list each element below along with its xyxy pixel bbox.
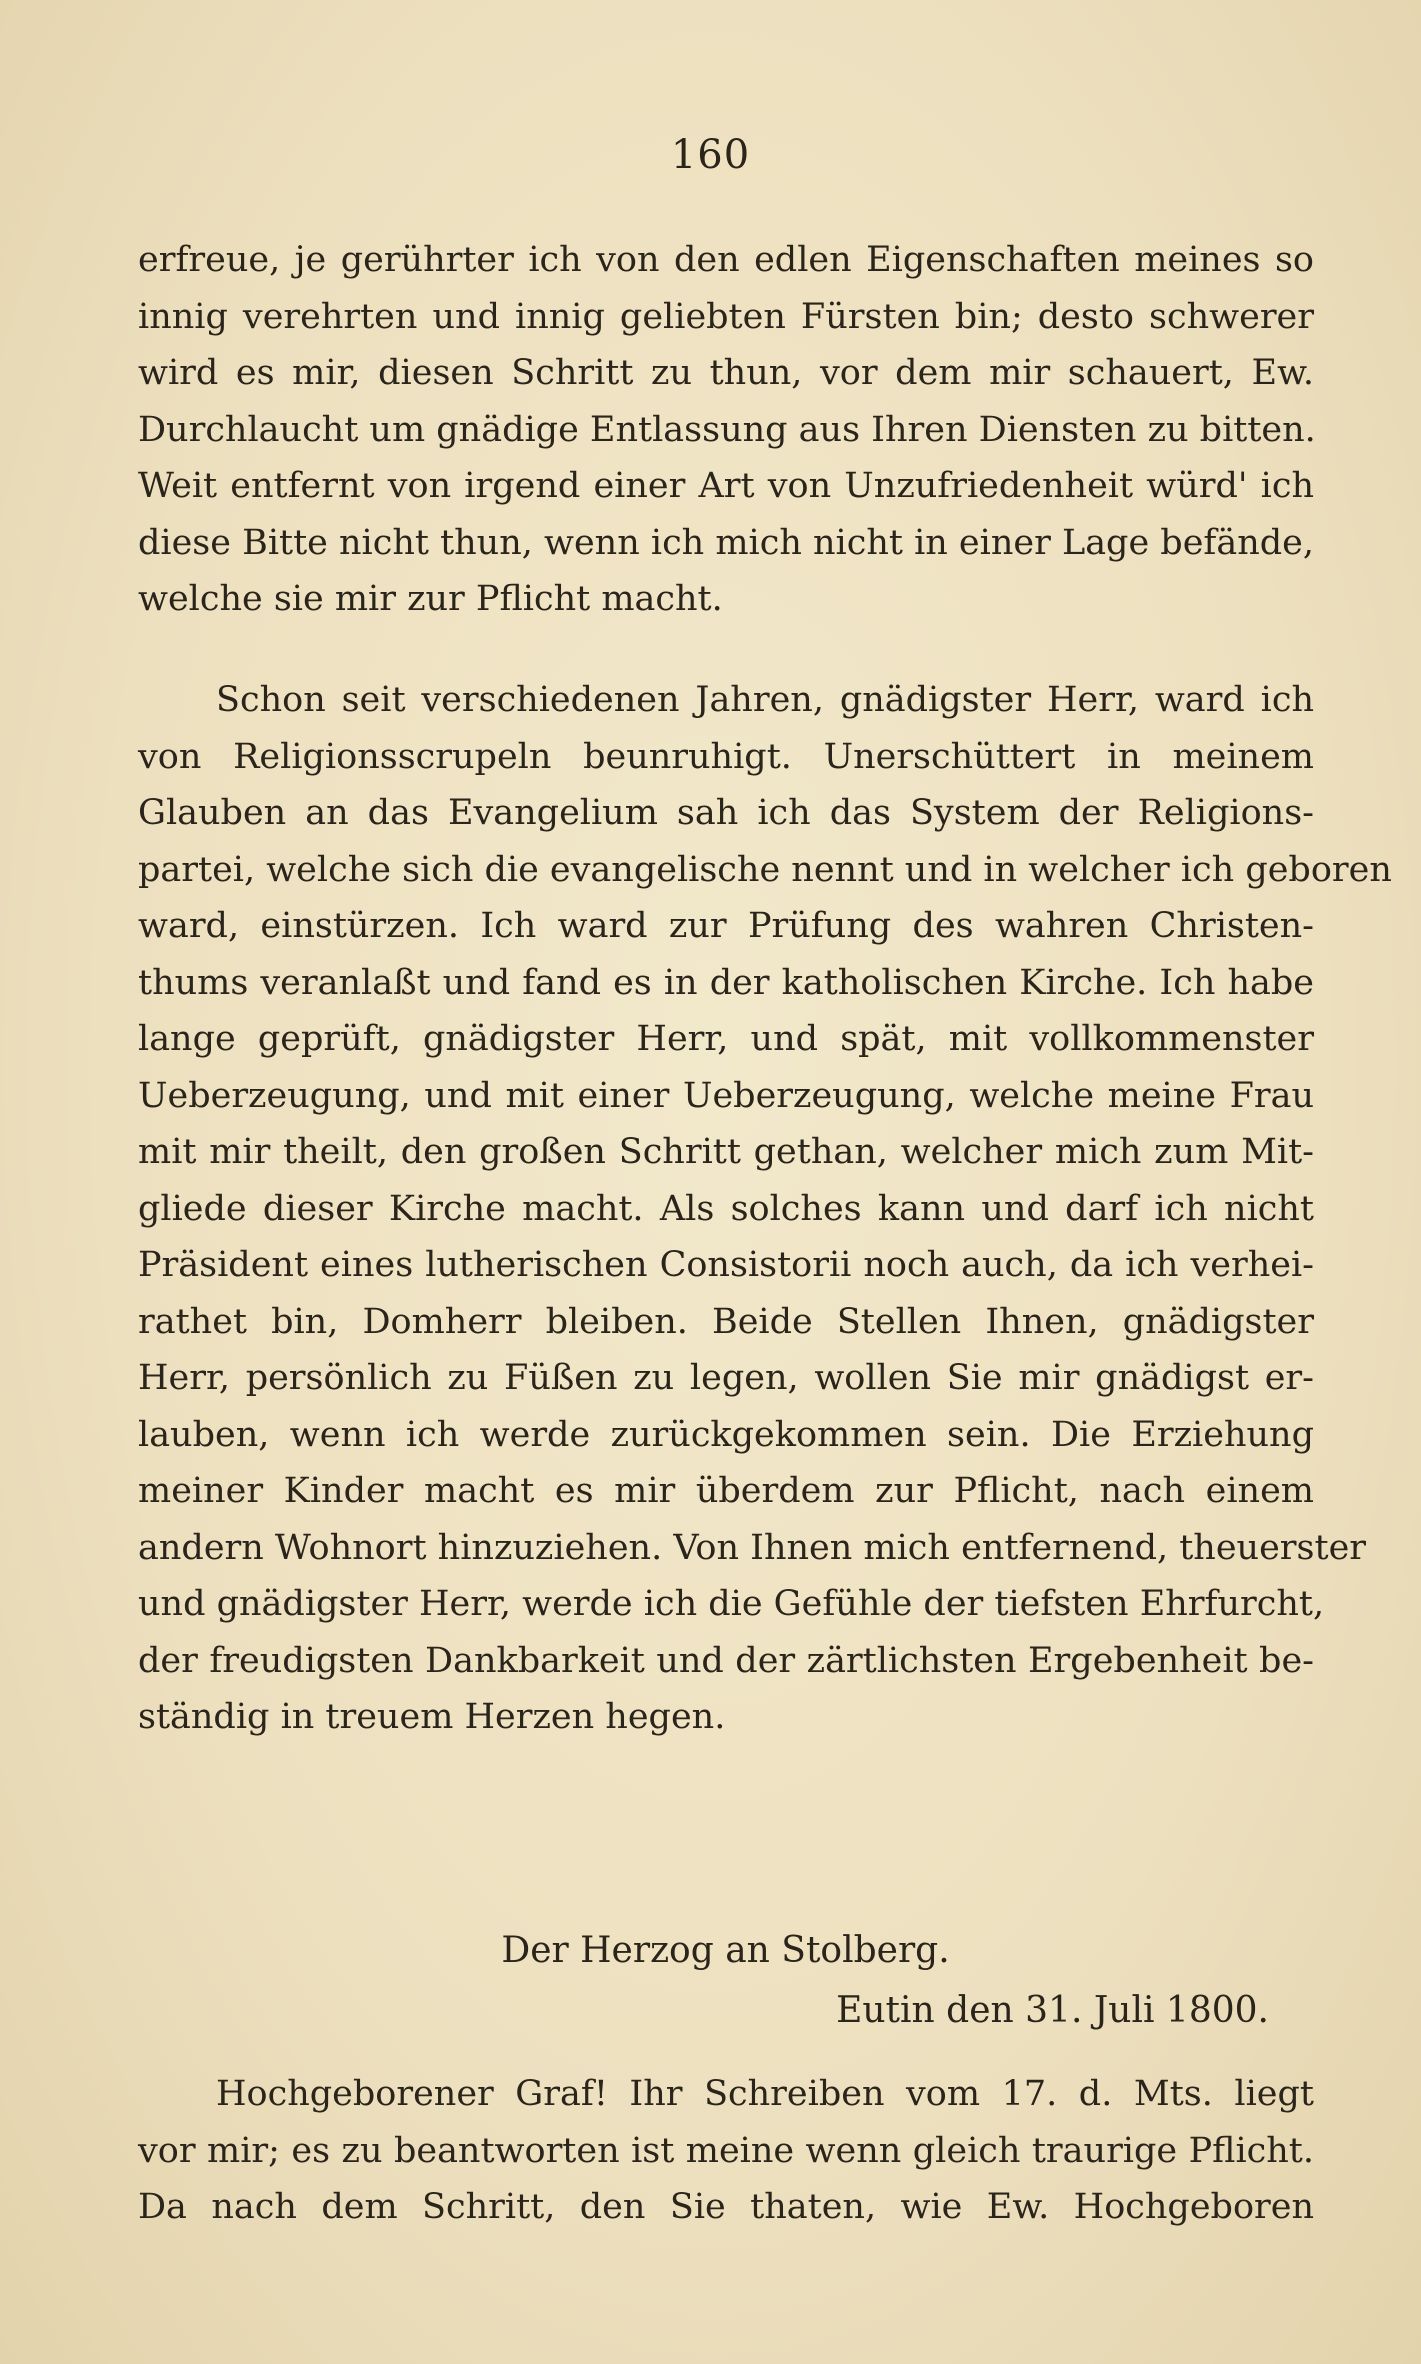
paragraph-2: [138, 672, 1392, 1746]
text-line: meiner Kinder macht es mir überdem zur Pflicht, nach einem: [138, 1471, 1314, 1511]
text-line: partei, welche sich die evangelische nennt und in welcher ich geboren: [138, 849, 1392, 890]
paragraph-3: [138, 2066, 1314, 2236]
text-line: welche sie mir zur Pflicht macht.: [138, 579, 723, 619]
page-number: 160: [670, 132, 751, 178]
text-line: diese Bitte nicht thun, wenn ich mich nicht in einer Lage befände,: [138, 522, 1315, 563]
text-line: Ueberzeugung, und mit einer Ueberzeugung, welche meine Frau: [138, 1075, 1314, 1116]
text-line: der freudigsten Dankbarkeit und der zärtlichsten Ergebenheit be-: [138, 1640, 1314, 1681]
text-line: ward, einstürzen. Ich ward zur Prüfung des wahren Christen-: [138, 906, 1314, 946]
text-line: ständig in treuem Herzen hegen.: [138, 1697, 726, 1737]
text-line: innig verehrten und innig geliebten Fürsten bin; desto schwerer: [138, 296, 1314, 337]
letter-heading: Der Herzog an Stolberg.: [501, 1930, 950, 1971]
text-line: Schon seit verschiedenen Jahren, gnädigster Herr, ward ich: [216, 680, 1314, 720]
text-line: Präsident eines lutherischen Consistorii noch auch, da ich verhei-: [138, 1245, 1314, 1285]
text-line: thums veranlaßt und fand es in der katholischen Kirche. Ich habe: [138, 962, 1314, 1003]
text-line: gliede dieser Kirche macht. Als solches kann und darf ich nicht: [138, 1188, 1314, 1229]
text-line: und gnädigster Herr, werde ich die Gefühle der tiefsten Ehrfurcht,: [138, 1584, 1325, 1624]
text-line: Herr, persönlich zu Füßen zu legen, wollen Sie mir gnädigst er-: [138, 1358, 1314, 1398]
text-line: Da nach dem Schritt, den Sie thaten, wie Ew. Hochgeboren: [138, 2187, 1314, 2227]
dateline: Eutin den 31. Juli 1800.: [836, 1990, 1269, 2031]
text-line: Durchlaucht um gnädige Entlassung aus Ihren Diensten zu bitten.: [138, 409, 1316, 450]
text-line: vor mir; es zu beantworten ist meine wenn gleich traurige Pflicht.: [138, 2130, 1314, 2171]
text-line: erfreue, je gerührter ich von den edlen Eigenschaften meines so: [138, 240, 1314, 280]
text-line: rathet bin, Domherr bleiben. Beide Stellen Ihnen, gnädigster: [138, 1301, 1314, 1342]
text-line: lauben, wenn ich werde zurückgekommen sein. Die Erziehung: [138, 1414, 1314, 1455]
text-line: lange geprüft, gnädigster Herr, und spät, mit vollkommenster: [138, 1019, 1314, 1059]
text-line: Weit entfernt von irgend einer Art von Unzufriedenheit würd' ich: [138, 466, 1314, 506]
text-line: von Religionsscrupeln beunruhigt. Unerschüttert in meinem: [138, 736, 1314, 777]
text-line: wird es mir, diesen Schritt zu thun, vor dem mir schauert, Ew.: [138, 353, 1314, 393]
text-line: mit mir theilt, den großen Schritt gethan, welcher mich zum Mit-: [138, 1132, 1314, 1172]
paragraph-1: [138, 232, 1314, 628]
text-line: andern Wohnort hinzuziehen. Von Ihnen mich entfernend, theuerster: [138, 1527, 1367, 1568]
text-line: Hochgeborener Graf! Ihr Schreiben vom 17. d. Mts. liegt: [216, 2074, 1314, 2114]
text-line: Glauben an das Evangelium sah ich das System der Religions-: [138, 793, 1314, 833]
